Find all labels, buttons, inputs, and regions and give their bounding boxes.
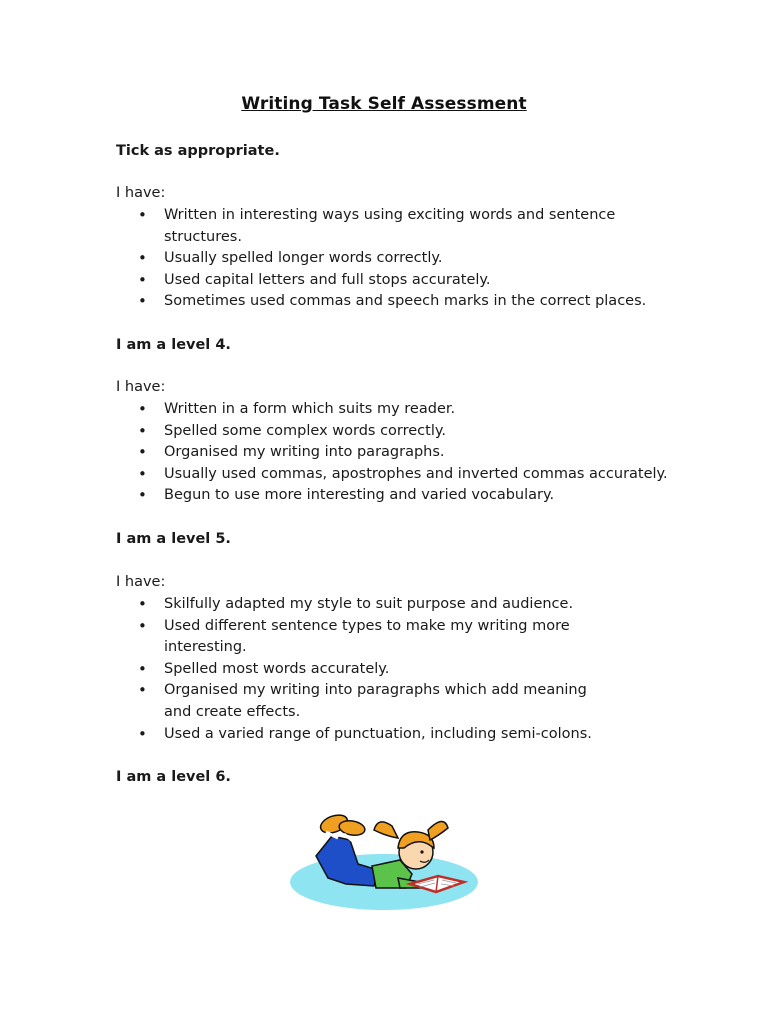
list-item: • Usually spelled longer words correctly. [138,248,674,270]
shoe-2 [338,819,366,837]
list-item: • Usually used commas, apostrophes and inverted commas accurately. [138,464,674,486]
section-2-list [138,399,674,507]
document-title: Writing Task Self Assessment [241,94,527,114]
section-2-intro: I have: [116,379,166,395]
section-1-intro: I have: [116,185,166,201]
list-item: • Sometimes used commas and speech marks in the correct places. [138,291,674,313]
list-item: • Organised my writing into paragraphs. [138,442,674,464]
list-item: • Begun to use more interesting and varied vocabulary. [138,485,674,507]
list-item: • Written in a form which suits my reader. [138,399,674,421]
section-1-level: I am a level 4. [116,337,231,353]
list-item: • Written in interesting ways using exciting words and sentence structures. [138,205,674,248]
list-item: • Used capital letters and full stops accurately. [138,270,674,292]
pigtail-right [428,821,448,840]
list-item: • Used a varied range of punctuation, including semi-colons. [138,724,674,746]
section-3-intro: I have: [116,574,166,590]
list-item: • Spelled some complex words correctly. [138,421,674,443]
section-2-level: I am a level 5. [116,531,231,547]
pigtail-left [374,822,398,838]
girl-reading-book-icon [288,808,480,912]
list-item: • Used different sentence types to make my writing more interesting. [138,616,584,659]
instruction-text: Tick as appropriate. [116,143,280,159]
list-item: • Spelled most words accurately. [138,659,674,681]
section-3-list [138,594,674,745]
eye [420,850,423,853]
section-3-level: I am a level 6. [116,769,231,785]
section-1-list [138,205,674,313]
list-item: • Skilfully adapted my style to suit purpose and audience. [138,594,674,616]
list-item: • Organised my writing into paragraphs which add meaning and create effects. [138,680,614,723]
